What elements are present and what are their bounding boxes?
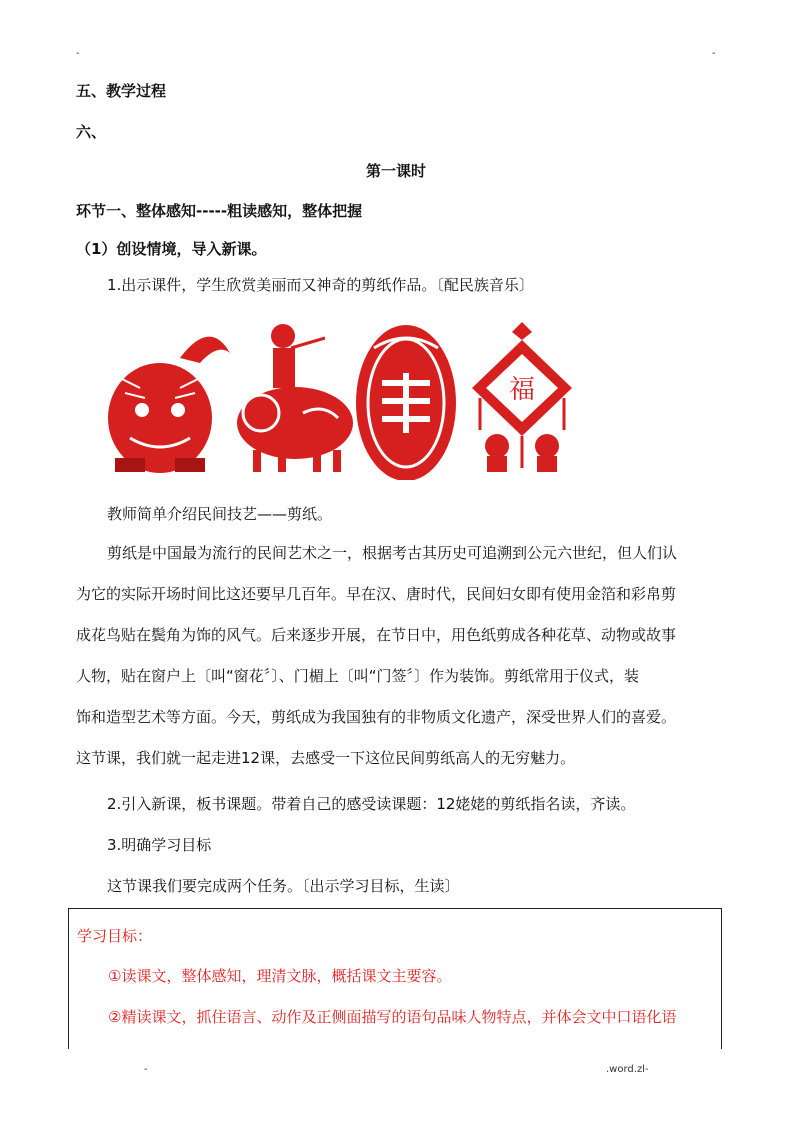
header-right-mark: - xyxy=(712,48,716,59)
paragraph-paper-cut-history xyxy=(76,533,716,779)
tiger-paper-cut-icon xyxy=(108,337,230,473)
step-one-heading: （1）创设情境，导入新课。 xyxy=(76,240,267,258)
ox-paper-cut-icon xyxy=(237,324,353,472)
goal-item: ①读课文，整体感知，理清文脉，概括课文主要容。 xyxy=(108,967,452,985)
svg-text:福: 福 xyxy=(508,375,536,405)
paragraph-teacher-intro: 教师简单介绍民间技艺——剪纸。 xyxy=(107,505,333,523)
learning-goals-box xyxy=(68,908,722,1049)
double-happiness-paper-cut-icon xyxy=(356,325,456,480)
intro-line: 成花鸟贴在鬓角为饰的风气。后来逐步开展，在节日中，用色纸剪成各种花草、动物或故事 xyxy=(76,626,677,644)
goals-label: 学习目标： xyxy=(77,927,153,945)
section-six-heading: 六、 xyxy=(76,123,107,141)
intro-line: 人物，贴在窗户上〔叫“窗花〞〕、门楣上〔叫“门签〞〕作为装饰。剪纸常用于仪式，装 xyxy=(76,667,640,685)
intro-line: 为它的实际开场时间比这还要早几百年。早在汉、唐时代，民间妇女即有使用金箔和彩帛剪 xyxy=(76,585,677,603)
intro-line: 饰和造型艺术等方面。今天，剪纸成为我国独有的非物质文化遗产，深受世界人们的喜爱。 xyxy=(76,708,677,726)
header-left-mark: - xyxy=(76,48,80,59)
paragraph-introduce-lesson: 2.引入新课，板书课题。带着自己的感受读课题：12姥姥的剪纸指名读，齐读。 xyxy=(107,795,636,813)
paragraph-learning-goals-label: 3.明确学习目标 xyxy=(107,836,212,854)
paragraph-two-tasks: 这节课我们要完成两个任务。〔出示学习目标，生读〕 xyxy=(107,877,460,895)
intro-line: 这节课，我们就一起走进12课，去感受一下这位民间剪纸高人的无穷魅力。 xyxy=(76,749,576,767)
paper-cut-images xyxy=(100,318,600,480)
lesson-title: 第一课时 xyxy=(366,162,427,180)
fu-character-paper-cut-icon xyxy=(472,322,572,472)
stage-one-heading: 环节一、整体感知-----粗读感知，整体把握 xyxy=(76,202,363,220)
paragraph-show-courseware: 1.出示课件，学生欣赏美丽而又神奇的剪纸作品。〔配民族音乐〕 xyxy=(107,276,534,294)
goal-item: ②精读课文，抓住语言、动作及正侧面描写的语句品味人物特点，并体会文中口语化语 xyxy=(108,1008,677,1026)
section-five-heading: 五、教学过程 xyxy=(76,82,167,100)
footer-right-text: .word.zl- xyxy=(606,1064,649,1075)
intro-line: 剪纸是中国最为流行的民间艺术之一，根据考古其历史可追溯到公元六世纪，但人们认 xyxy=(107,544,678,562)
footer-left-mark: - xyxy=(144,1064,148,1075)
